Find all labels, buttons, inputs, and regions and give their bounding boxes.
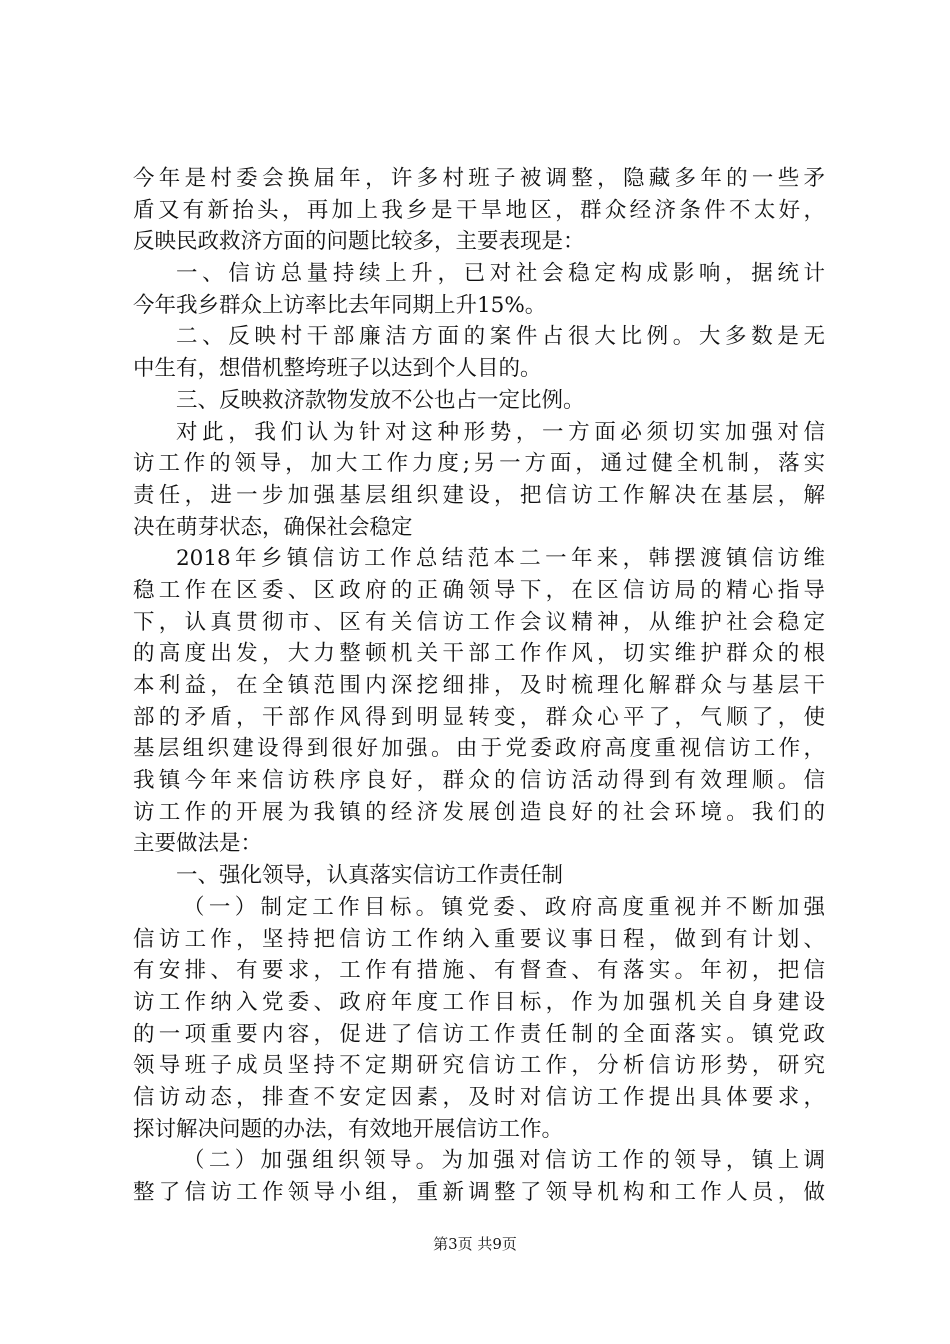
text-line: 一、强化领导，认真落实信访工作责任制 bbox=[176, 863, 564, 889]
text-line: 今年我乡群众上访率比去年同期上升15%。 bbox=[133, 292, 547, 318]
page-footer: 第3页 共9页 bbox=[433, 1235, 517, 1253]
text-line: 对此，我们认为针对这种形势，一方面必须切实加强对信 bbox=[176, 419, 825, 445]
text-line: 今年是村委会换届年，许多村班子被调整，隐藏多年的一些矛 bbox=[133, 166, 825, 191]
text-line: 信访工作，坚持把信访工作纳入重要议事日程，做到有计划、 bbox=[133, 926, 825, 952]
text-line: 信访动态，排查不安定因素，及时对信访工作提出具体要求， bbox=[133, 1084, 825, 1110]
text-line: 探讨解决问题的办法，有效地开展信访工作。 bbox=[133, 1116, 564, 1142]
text-line: 责任，进一步加强基层组织建设，把信访工作解决在基层，解 bbox=[133, 482, 825, 508]
text-line: （一）制定工作目标。镇党委、政府高度重视并不断加强 bbox=[183, 894, 825, 920]
text-line: 二、反映村干部廉洁方面的案件占很大比例。大多数是无 bbox=[176, 324, 825, 350]
text-line: 访工作的领导，加大工作力度;另一方面，通过健全机制，落实 bbox=[133, 451, 825, 477]
text-line: 三、反映救济款物发放不公也占一定比例。 bbox=[176, 387, 585, 413]
text-line: 反映民政救济方面的问题比较多，主要表现是： bbox=[133, 229, 585, 255]
text-line: 部的矛盾，干部作风得到明显转变，群众心平了，气顺了，使 bbox=[133, 704, 825, 730]
document-body bbox=[133, 163, 825, 1209]
text-line: （二）加强组织领导。为加强对信访工作的领导，镇上调 bbox=[183, 1148, 825, 1174]
text-line: 本利益，在全镇范围内深挖细排，及时梳理化解群众与基层干 bbox=[133, 673, 825, 698]
text-line: 基层组织建设得到很好加强。由于党委政府高度重视信访工作， bbox=[133, 736, 825, 762]
text-line: 主要做法是： bbox=[133, 831, 263, 857]
text-line: 的一项重要内容，促进了信访工作责任制的全面落实。镇党政 bbox=[133, 1021, 825, 1047]
text-line: 一、信访总量持续上升，已对社会稳定构成影响，据统计 bbox=[176, 261, 825, 287]
text-line: 2018年乡镇信访工作总结范本二一年来，韩摆渡镇信访维 bbox=[176, 546, 825, 572]
text-line: 访工作的开展为我镇的经济发展创造良好的社会环境。我们的 bbox=[133, 799, 825, 825]
text-line: 盾又有新抬头，再加上我乡是干旱地区，群众经济条件不太好， bbox=[133, 197, 825, 223]
text-line: 稳工作在区委、区政府的正确领导下，在区信访局的精心指导 bbox=[133, 577, 825, 603]
text-line: 的高度出发，大力整顿机关干部工作作风，切实维护群众的根 bbox=[133, 641, 825, 667]
text-line: 领导班子成员坚持不定期研究信访工作，分析信访形势，研究 bbox=[133, 1053, 825, 1079]
text-line: 访工作纳入党委、政府年度工作目标，作为加强机关自身建设 bbox=[133, 989, 825, 1015]
text-line: 决在萌芽状态，确保社会稳定 bbox=[133, 514, 413, 540]
text-line: 整了信访工作领导小组，重新调整了领导机构和工作人员，做 bbox=[133, 1180, 825, 1205]
text-line: 下，认真贯彻市、区有关信访工作会议精神，从维护社会稳定 bbox=[133, 609, 825, 635]
text-line: 中生有，想借机整垮班子以达到个人目的。 bbox=[133, 356, 542, 382]
text-line: 我镇今年来信访秩序良好，群众的信访活动得到有效理顺。信 bbox=[133, 768, 825, 794]
text-line: 有安排、有要求，工作有措施、有督查、有落实。年初，把信 bbox=[133, 958, 825, 984]
